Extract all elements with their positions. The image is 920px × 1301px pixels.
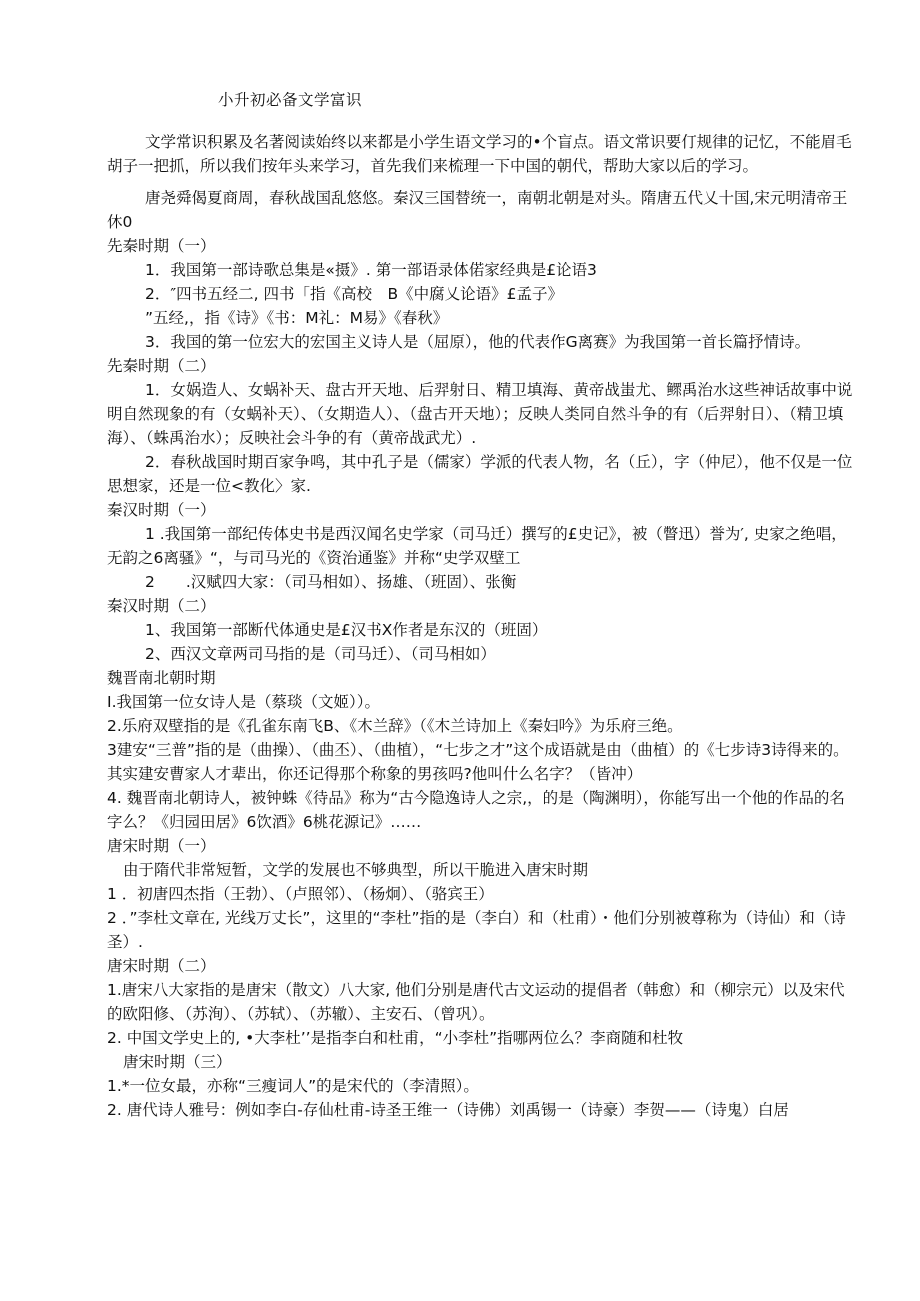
section-tangsong-1 (107, 834, 855, 954)
section-item: I.我国第一位女诗人是（蔡琰（文姬））。 (107, 693, 380, 711)
section-item: 3建安“三普”指的是（曲操）、（曲丕）、（曲植），“七步之才”这个成语就是由（曲植）的《七步诗3诗得来的。其实建安曹家人才辈出，你还记得那个称象的男孩吗?他叫什么名字？（皆冲） (107, 741, 849, 783)
section-item: 3．我国的第一位宏大的宏国主义诗人是（屈原），他的代表作G离赛》为我国第一首长篇抒情诗。 (145, 333, 811, 351)
section-heading: 唐宋时期（二） (107, 957, 216, 975)
document-body (107, 130, 855, 1122)
section-heading: 先秦时期（一） (107, 237, 216, 255)
section-item: 2、西汉文章两司马指的是（司马迁）、（司马相如） (145, 645, 496, 663)
section-item: 1．我国第一部诗歌总集是«摄》. 第一部语录体偌家经典是£论语3 (145, 261, 597, 279)
section-heading: 先秦时期（二） (107, 357, 216, 375)
section-tangsong-3 (107, 1050, 855, 1122)
section-item: ”五经,，指《诗》《书：M礼：M易》《春秋》 (145, 309, 449, 327)
section-heading: 秦汉时期（一） (107, 501, 216, 519)
section-item: 4. 魏晋南北朝诗人，被钟蛛《待品》称为“古今隐逸诗人之宗,，的是（陶渊明），你能写出一个他的作品的名字么？《归园田居》6饮酒》6桃花源记》…… (107, 789, 845, 831)
section-item: 1.*一位女最，亦称“三瘦词人”的是宋代的（李清照）。 (107, 1077, 479, 1095)
section-item: 2 ．”李杜文章在, 光线万丈长”，这里的“李杜”指的是（李白）和（杜甫）・他们分别被尊称为（诗仙）和（诗圣）. (107, 909, 846, 951)
section-xianqin-2 (107, 354, 855, 498)
section-item: 由于隋代非常短暂，文学的发展也不够典型，所以干脆进入唐宋时期 (123, 861, 589, 879)
section-item: 2. 唐代诗人雅号：例如李白-存仙杜甫-诗圣王维一（诗佛）刘禹锡一（诗豪）李贺——（诗鬼）白居 (107, 1101, 789, 1119)
section-heading: 唐宋时期（三） (123, 1053, 232, 1071)
section-item: 2．″四书五经二, 四书「指《高校 B《中腐乂论语》£孟子》 (145, 285, 564, 303)
section-item: 1、我国第一部断代体通史是£汉书X作者是东汉的（班固） (145, 621, 548, 639)
section-item: 1．女娲造人、女蜗补天、盘古开天地、后羿射日、精卫填海、黄帝战蚩尤、鳏禹治水这些神话故事中说明自然现象的有（女蜗补天）、（女期造人）、（盘古开天地）；反映人类同自然斗争的有（后羿射日）、（精卫填海）、（蛛禹治水）；反映社会斗争的有（黄帝战武尤）. (107, 381, 853, 447)
section-item: 1 .我国第一部纪传体史书是西汉闻名史学家（司马迁）撰写的£史记》，被（瞥迅）誉为′, 史家之绝唱，无韵之6离骚》“，与司马光的《资治通鉴》并称“史学双壁工 (107, 525, 847, 567)
section-item: 2 .汉赋四大家：（司马相如）、扬雄、（班固）、张衡 (145, 573, 517, 591)
section-heading: 秦汉时期（二） (107, 597, 216, 615)
section-weijin (107, 666, 855, 834)
section-tangsong-2 (107, 954, 855, 1050)
section-item: 1 ．初唐四杰指（王勃）、（卢照邻）、（杨炯）、（骆宾王） (107, 885, 494, 903)
section-heading: 唐宋时期（一） (107, 837, 216, 855)
dynasty-rhyme-paragraph: 唐尧舜偈夏商周，春秋战国乱悠悠。秦汉三国替统一，南朝北朝是对头。隋唐五代乂十国,宋元明清帝王休0 (107, 189, 848, 231)
section-item: 1.唐宋八大家指的是唐宋（散文）八大家, 他们分别是唐代古文运动的提倡者（韩愈）和（柳宗元）以及宋代的欧阳修、（苏洵）、（苏轼）、（苏辙）、主安石、（曾巩）。 (107, 981, 845, 1023)
document-title: 小升初必备文学富识 (218, 91, 363, 109)
section-qinhan-1 (107, 498, 855, 594)
section-qinhan-2 (107, 594, 855, 666)
section-item: 2. 中国文学史上的, •大李杜’’是指李白和杜甫，“小李杜”指哪两位么？李商随和杜牧 (107, 1029, 684, 1047)
section-item: 2．春秋战国时期百家争鸣，其中孔子是（儒家）学派的代表人物，名（丘），字（仲尼），他不仅是一位思想家，还是一位<教化〉家. (107, 453, 853, 495)
section-heading: 魏晋南北朝时期 (107, 669, 216, 687)
intro-paragraph: 文学常识积累及名著阅读始终以来都是小学生语文学习的•个盲点。语文常识要仃规律的记忆，不能眉毛胡子一把抓，所以我们按年头来学习，首先我们来梳理一下中国的朝代，帮助大家以后的学习。 (107, 133, 852, 175)
section-xianqin-1 (107, 234, 855, 354)
section-item: 2.乐府双壁指的是《孔雀东南飞B、《木兰辞》（《木兰诗加上《秦妇吟》为乐府三绝。 (107, 717, 683, 735)
